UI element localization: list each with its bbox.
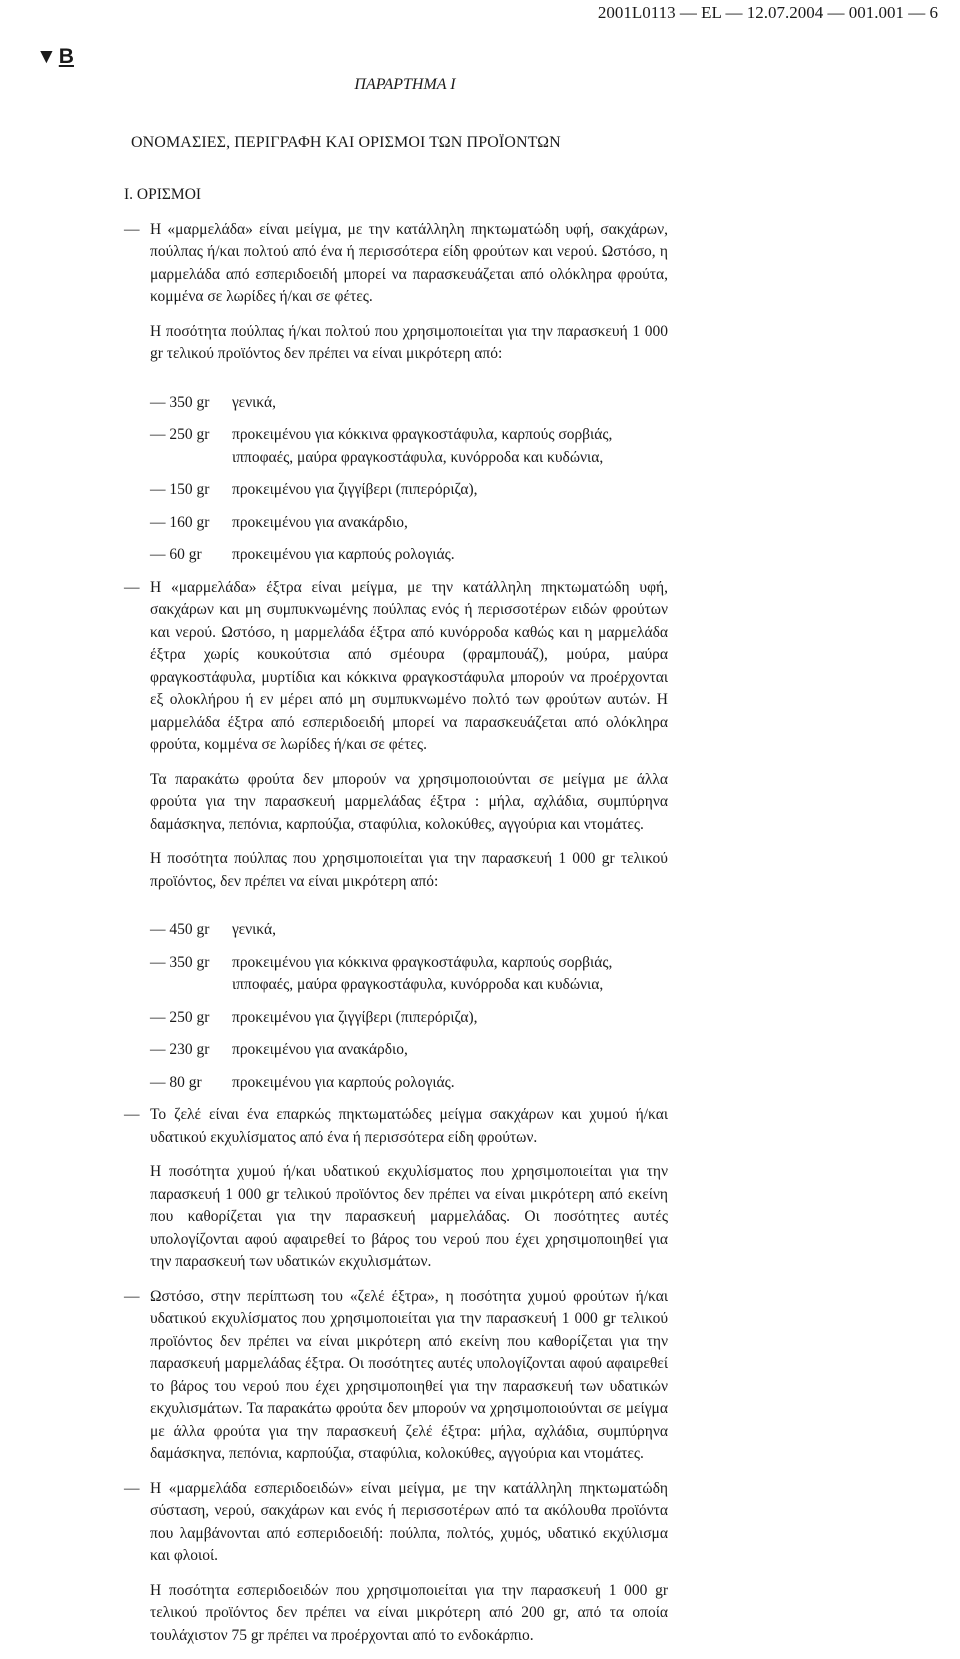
list-item [150, 392, 668, 415]
triangle-down-icon: ▼ [36, 45, 57, 68]
list-description: προκειμένου για κόκκινα φραγκοστάφυλα, καρπούς σορβιάς, ιπποφαές, μαύρα φραγκοστάφυλα, κυνόρροδα και κυδώνια, [232, 953, 613, 993]
document-body [124, 184, 668, 1659]
dash-marker: — [124, 220, 140, 238]
dash-marker: — [124, 1287, 140, 1305]
definition-text: Η «μαρμελάδα» είναι μείγμα, με την κατάλληλη πηκτωματώδη υφή, σακχάρων, πούλπας ή/και πολτού από ένα ή περισσότερα είδη φρούτων και νερού. Ωστόσο, η μαρμελάδα από εσπεριδοειδή μπορεί να παρασκευάζεται από ολόκληρα φρούτα, κομμένα σε λωρίδες ή/και σε φέτες. [150, 220, 668, 305]
list-amount: — 450 gr [150, 921, 210, 938]
list-description: προκειμένου για καρπούς ρολογιάς. [232, 546, 455, 563]
dash-marker: — [124, 1479, 140, 1497]
list-description: προκειμένου για καρπούς ρολογιάς. [232, 1073, 455, 1091]
definition-text: Η «μαρμελάδα» έξτρα είναι μείγμα, με την κατάλληλη πηκτωματώδη υφή, σακχάρων και μη συμπυκνωμένης πούλπας ενός ή περισσοτέρων ειδών φρούτων και νερού. Ωστόσο, η μαρμελάδα έξτρα από κυνόρροδα καθώς και η μαρμελάδα έξτρα χωρίς κουκούτσια από σμέουρα (φραμπουάζ), μούρα, μαύρα φραγκοστάφυλα, μυρτίδια και κόκκινα φραγκοστάφυλα μπορούν να προέρχονται εξ ολοκλήρου ή εν μέρει από μη συμπυκνωμένο πολτό των φρούτων αυτών. Η μαρμελάδα έξτρα από εσπεριδοειδή μπορεί να παρασκευάζεται από ολόκληρα φρούτα, κομμένα σε λωρίδες ή/και σε φέτες. [150, 578, 668, 753]
definition-jam [124, 219, 668, 309]
definition-text: Το ζελέ είναι ένα επαρκώς πηκτωματώδες μείγμα σακχάρων και χυμού ή/και υδατικού εκχυλίσματος από ένα ή περισσότερα είδη φρούτων. [150, 1106, 668, 1146]
list-amount: — 80 gr [150, 1073, 202, 1091]
list-amount: — 150 gr [150, 481, 210, 498]
list-amount: — 60 gr [150, 546, 202, 563]
definition-text: Ωστόσο, στην περίπτωση του «ζελέ έξτρα», η ποσότητα χυμού φρούτων ή/και υδατικού εκχυλίσματος που χρησιμοποιείται για την παρασκευή 1 000 gr τελικού προϊόντος δεν πρέπει να είναι μικρότερη από εκείνη που καθορίζεται για την παρασκευή μαρμελάδας έξτρα. Οι ποσότητες αυτές υπολογίζονται αφού αφαιρεθεί το βάρος του νερού που έχει χρησιμοποιηθεί για την παρασκευή των υδατικών εκχυλισμάτων. Τα παρακάτω φρούτα δεν μπορούν να χρησιμοποιούνται σε μείγμα με άλλα φρούτα για την παρασκευή ζελέ έξτρα: μήλα, αχλάδια, συμπύρηνα δαμάσκηνα, πεπόνια, καρπούζια, σταφύλια, κολοκύθες, αγγούρια και ντομάτες. [150, 1287, 668, 1462]
list-amount: — 250 gr [150, 426, 210, 443]
annex-title: ΠΑΡΑΡΤΗΜΑ I [354, 76, 456, 93]
list-item [150, 1007, 668, 1030]
list-amount: — 230 gr [150, 1041, 210, 1058]
paragraph: Η ποσότητα εσπεριδοειδών που χρησιμοποιείται για την παρασκευή 1 000 gr τελικού προϊόντος δεν πρέπει να είναι μικρότερη από 200 gr, από τα οποία τουλάχιστον 75 gr πρέπει να προέρχονται από το ενδοκάρπιο. [150, 1581, 668, 1644]
list-description: γενικά, [232, 393, 276, 411]
list-item [150, 1072, 668, 1095]
definition-marmalade [124, 1478, 668, 1568]
list-description: προκειμένου για ανακάρδιο, [232, 513, 408, 531]
list-item [150, 1039, 668, 1062]
section-heading: I. ΟΡΙΣΜΟΙ [124, 186, 202, 203]
paragraph: Η ποσότητα πούλπας που χρησιμοποιείται για την παρασκευή 1 000 gr τελικού προϊόντος, δεν πρέπει να είναι μικρότερη από: [150, 850, 668, 890]
dash-marker: — [124, 578, 140, 596]
list-description: προκειμένου για κόκκινα φραγκοστάφυλα, καρπούς σορβιάς, ιπποφαές, μαύρα φραγκοστάφυλα, κυνόρροδα και κυδώνια, [232, 426, 613, 466]
list-amount: — 350 gr [150, 393, 210, 411]
definition-jelly [124, 1104, 668, 1149]
list-description: προκειμένου για ζιγγίβερι (πιπερόριζα), [232, 481, 478, 498]
list-description: προκειμένου για ζιγγίβερι (πιπερόριζα), [232, 1008, 478, 1026]
definition-text: Η «μαρμελάδα εσπεριδοειδών» είναι μείγμα, με την κατάλληλη πηκτωματώδη σύσταση, νερού, σακχάρων και ενός ή περισσοτέρων από τα ακόλουθα προϊόντα που λαμβάνονται από εσπεριδοειδή: πούλπα, πολτός, χυμός, υδατικό εκχύλισμα και φλοιοί. [150, 1479, 668, 1564]
list-item [150, 424, 668, 469]
dash-marker: — [124, 1106, 140, 1123]
list-amount: — 160 gr [150, 513, 210, 531]
amendment-marker [36, 46, 74, 69]
definition-extra-jam [124, 577, 668, 757]
list-item [150, 512, 668, 535]
document-title: ΟΝΟΜΑΣΙΕΣ, ΠΕΡΙΓΡΑΦΗ ΚΑΙ ΟΡΙΣΜΟΙ ΤΩΝ ΠΡΟΪΟΝΤΩΝ [131, 134, 561, 151]
list-amount: — 350 gr [150, 953, 210, 971]
quantity-list [124, 919, 668, 1094]
definition-extra-jelly [124, 1286, 668, 1466]
paragraph: Η ποσότητα χυμού ή/και υδατικού εκχυλίσματος που χρησιμοποιείται για την παρασκευή 1 000 gr τελικού προϊόντος δεν πρέπει να είναι μικρότερη από εκείνη που καθορίζεται για την παρασκευή μαρμελάδας. Οι ποσότητες αυτές υπολογίζονται αφού αφαιρεθεί το βάρος του νερού που έχει χρησιμοποιηθεί για την παρασκευή των υδατικών εκχυλισμάτων. [150, 1163, 668, 1270]
marker-label: B [58, 45, 74, 68]
list-item [150, 919, 668, 942]
list-amount: — 250 gr [150, 1008, 210, 1026]
list-description: γενικά, [232, 921, 276, 938]
list-item [150, 952, 668, 997]
list-item [150, 544, 668, 567]
paragraph: Τα παρακάτω φρούτα δεν μπορούν να χρησιμοποιούνται σε μείγμα με άλλα φρούτα για την παρασκευή μαρμελάδας έξτρα : μήλα, αχλάδια, συμπύρηνα δαμάσκηνα, πεπόνια, καρπούζια, σταφύλια, κολοκύθες, αγγούρια και ντομάτες. [150, 770, 668, 833]
list-description: προκειμένου για ανακάρδιο, [232, 1041, 408, 1058]
paragraph: Η ποσότητα πούλπας ή/και πολτού που χρησιμοποιείται για την παρασκευή 1 000 gr τελικού προϊόντος δεν πρέπει να είναι μικρότερη από: [150, 322, 668, 362]
document-header: 2001L0113 — EL — 12.07.2004 — 001.001 — 6 [597, 3, 938, 22]
list-item [150, 479, 668, 502]
quantity-list [124, 392, 668, 567]
